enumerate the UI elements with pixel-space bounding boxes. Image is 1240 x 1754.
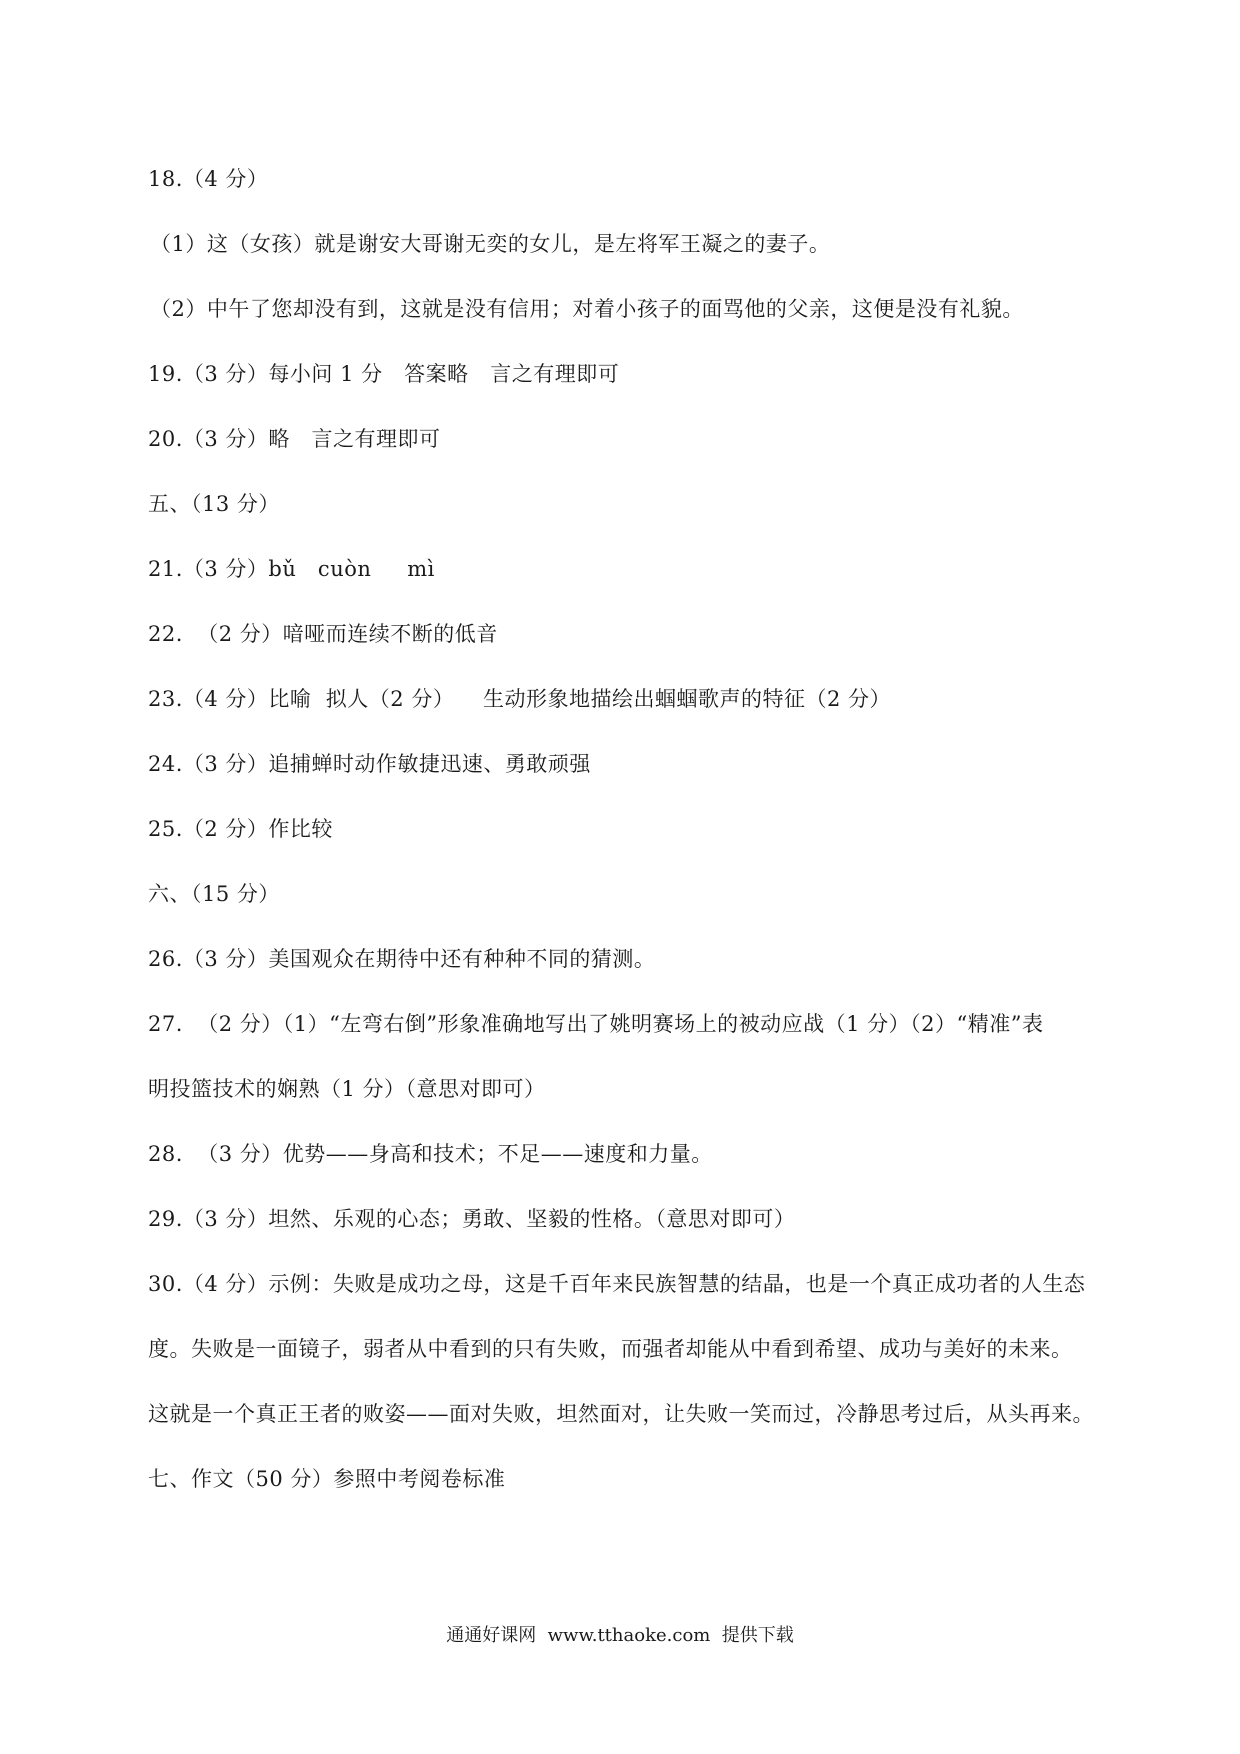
answer-30-line-1: 30.（4 分）示例：失败是成功之母，这是千百年来民族智慧的结晶，也是一个真正成功者的人生态 [148, 1272, 1086, 1296]
answer-25: 25.（2 分）作比较 [148, 817, 333, 841]
answer-18-part-1: （1）这（女孩）就是谢安大哥谢无奕的女儿，是左将军王凝之的妻子。 [150, 232, 831, 256]
answer-20: 20.（3 分）略 言之有理即可 [148, 427, 441, 451]
section-6-heading: 六、（15 分） [148, 882, 280, 906]
answer-22: 22. （2 分）喑哑而连续不断的低音 [148, 622, 498, 646]
answer-19: 19.（3 分）每小问 1 分 答案略 言之有理即可 [148, 362, 620, 386]
page-footer: 通通好课网 www.tthaoke.com 提供下载 [446, 1625, 794, 1646]
answer-24: 24.（3 分）追捕蝉时动作敏捷迅速、勇敢顽强 [148, 752, 591, 776]
answer-27-line-1: 27. （2 分）（1）“左弯右倒”形象准确地写出了姚明赛场上的被动应战（1 分）（2）“精准”表 [148, 1012, 1044, 1036]
section-7-heading: 七、作文（50 分）参照中考阅卷标准 [148, 1467, 506, 1491]
answer-29: 29.（3 分）坦然、乐观的心态；勇敢、坚毅的性格。（意思对即可） [148, 1207, 796, 1231]
answer-23: 23.（4 分）比喻 拟人（2 分） 生动形象地描绘出蝈蝈歌声的特征（2 分） [148, 687, 892, 711]
answer-27-line-2: 明投篮技术的娴熟（1 分）（意思对即可） [148, 1077, 546, 1101]
answer-21: 21.（3 分）bǔ cuòn mì [148, 557, 435, 581]
answer-26: 26.（3 分）美国观众在期待中还有种种不同的猜测。 [148, 947, 656, 971]
answer-30-line-3: 这就是一个真正王者的败姿——面对失败，坦然面对，让失败一笑而过，冷静思考过后，从头再来。 [148, 1402, 1094, 1426]
answer-18-part-2: （2）中午了您却没有到，这就是没有信用；对着小孩子的面骂他的父亲，这便是没有礼貌。 [150, 297, 1024, 321]
answer-30-line-2: 度。失败是一面镜子，弱者从中看到的只有失败，而强者却能从中看到希望、成功与美好的未来。 [148, 1337, 1073, 1361]
section-5-heading: 五、（13 分） [148, 492, 280, 516]
answer-18-heading: 18.（4 分） [148, 167, 269, 191]
answer-28: 28. （3 分）优势——身高和技术；不足——速度和力量。 [148, 1142, 713, 1166]
